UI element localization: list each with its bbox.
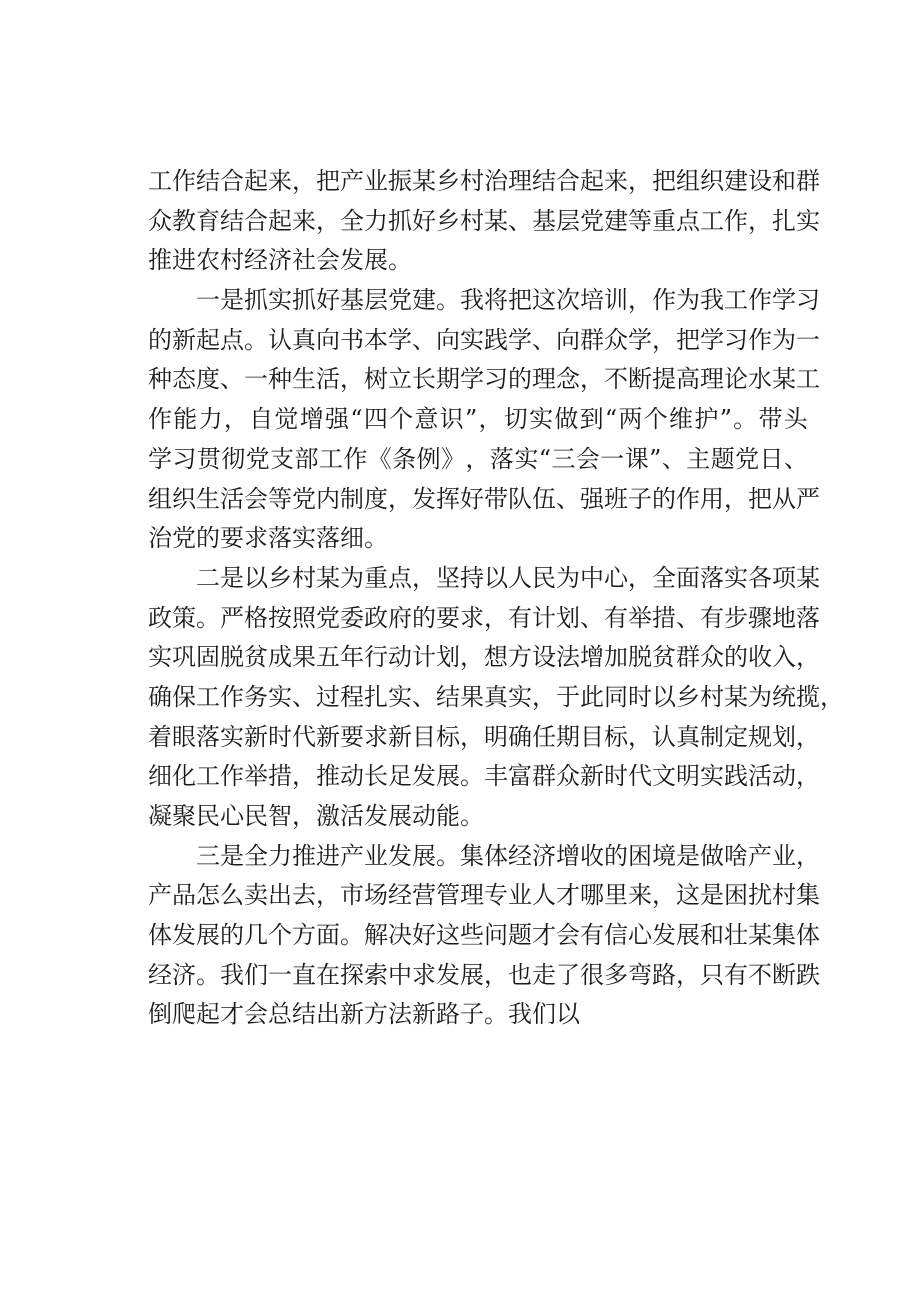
text-line: 种 态 度 、 一 种 生 活 ， 树 立 长 期 学 习 的 理 念 ， 不 断 提 高 理 论 水 某 工 (148, 365, 820, 394)
text-line: 体 发 展 的 几 个 方 面 。 解 决 好 这 些 问 题 才 会 有 信 心 发 展 和 壮 某 集 体 (148, 921, 820, 950)
text-line: 产 品 怎 么 卖 出 去 ， 市 场 经 营 管 理 专 业 人 才 哪 里 来 ， 这 是 困 扰 村 集 (148, 881, 820, 910)
text-line: 政 策 。 严 格 按 照 党 委 政 府 的 要 求 ， 有 计 划 、 有 举 措 、 有 步 骤 地 落 (148, 603, 820, 632)
text-line: 凝聚民心民智，激活发展动能。 (148, 802, 484, 830)
text-line: 治党的要求落实落细。 (148, 524, 388, 553)
text-line: 三 是 全 力 推 进 产 业 发 展 。 集 体 经 济 增 收 的 困 境 是 做 啥 产 业 ， (196, 841, 820, 870)
text-line: 学 习 贯 彻 党 支 部 工 作 《 条 例 》 ， 落 实 “ 三 会 一 课 ” 、 主 题 党 日 、 (148, 444, 808, 473)
text-line: 作 能 力 ， 自 觉 增 强 “ 四 个 意 识 ” ， 切 实 做 到 “ 两 个 维 护 ” 。 带 头 (148, 405, 808, 434)
text-line: 组 织 生 活 会 等 党 内 制 度 ， 发 挥 好 带 队 伍 、 强 班 子 的 作 用 ， 把 从 严 (148, 484, 820, 513)
text-line: 经 济 。 我 们 一 直 在 探 索 中 求 发 展 ， 也 走 了 很 多 弯 路 ， 只 有 不 断 跌 (148, 960, 820, 989)
text-line: 着 眼 落 实 新 时 代 新 要 求 新 目 标 ， 明 确 任 期 目 标 ， 认 真 制 定 规 划 ， (148, 722, 820, 751)
text-line: 的 新 起 点 。 认 真 向 书 本 学 、 向 实 践 学 、 向 群 众 学 ， 把 学 习 作 为 一 (148, 325, 820, 354)
text-line: 确 保 工 作 务 实 、 过 程 扎 实 、 结 果 真 实 ， 于 此 同 时 以 乡 村 某 为 统 揽 ， (148, 682, 844, 711)
text-line: 细 化 工 作 举 措 ， 推 动 长 足 发 展 。 丰 富 群 众 新 时 代 文 明 实 践 活 动 ， (148, 762, 820, 791)
text-line: 推进农村经济社会发展。 (148, 246, 412, 275)
text-line: 众 教 育 结 合 起 来 ， 全 力 抓 好 乡 村 某 、 基 层 党 建 等 重 点 工 作 ， 扎 实 (148, 206, 820, 235)
document-body (148, 162, 844, 1035)
text-line: 工 作 结 合 起 来 ， 把 产 业 振 某 乡 村 治 理 结 合 起 来 ， 把 组 织 建 设 和 群 (148, 167, 820, 195)
text-line: 二 是 以 乡 村 某 为 重 点 ， 坚 持 以 人 民 为 中 心 ， 全 面 落 实 各 项 某 (196, 563, 820, 592)
text-line: 倒爬起才会总结出新方法新路子。我们以 (148, 1000, 580, 1029)
text-line: 实 巩 固 脱 贫 成 果 五 年 行 动 计 划 ， 想 方 设 法 增 加 脱 贫 群 众 的 收 入 ， (148, 643, 820, 672)
text-line: 一 是 抓 实 抓 好 基 层 党 建 。 我 将 把 这 次 培 训 ， 作 为 我 工 作 学 习 (196, 286, 820, 315)
